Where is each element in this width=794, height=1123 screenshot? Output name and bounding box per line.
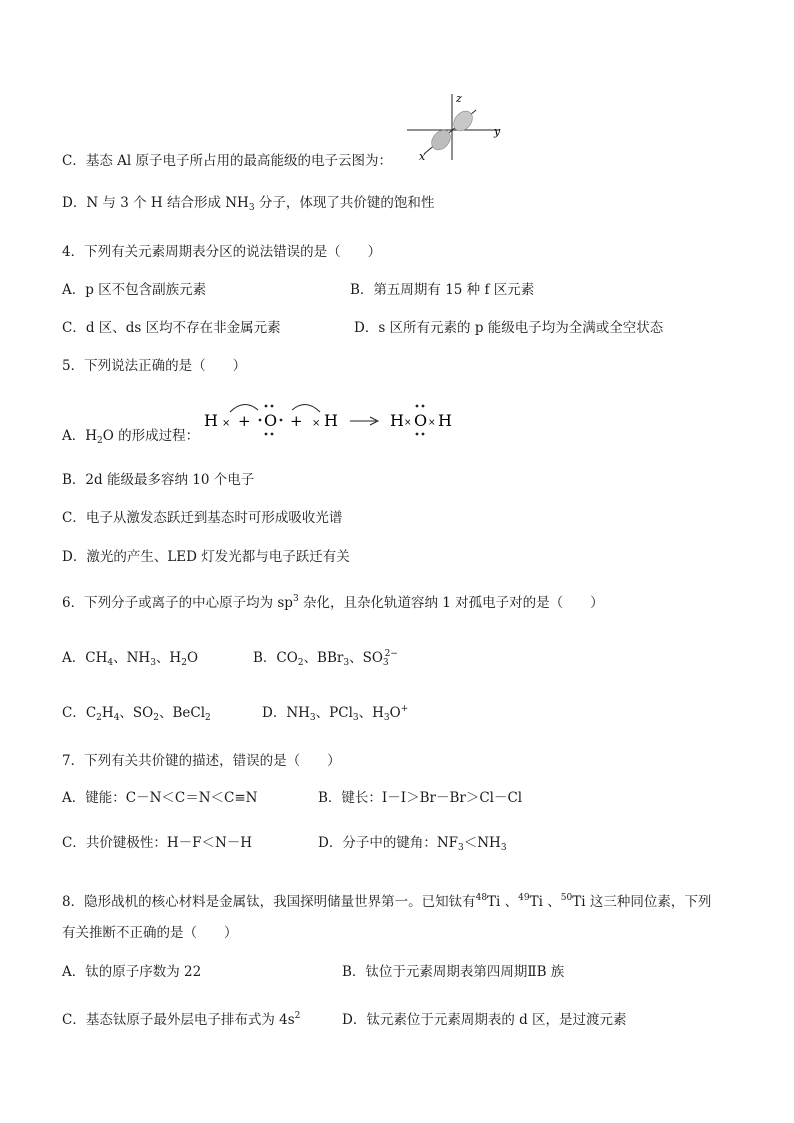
q7-stem: 7．下列有关共价键的描述，错误的是（ ） — [62, 753, 341, 769]
q8-option-c: C．基态钛原子最外层电子排布式为 $4s^2$ — [62, 1011, 301, 1028]
formula-oo: O — [414, 411, 428, 430]
axis-y-label: y — [494, 125, 501, 138]
formula-x1: × — [222, 418, 231, 429]
axis-z-label: z — [456, 92, 462, 105]
q4-option-d: D．s 区所有元素的 p 能级电子均为全满或全空状态 — [354, 320, 664, 336]
q7-option-d: D．分子中的键角：$NF_3<NH_3$ — [318, 835, 507, 853]
electron-cloud-figure — [402, 88, 512, 164]
q7-option-c: C．共价键极性：H－F＜N－H — [62, 835, 253, 851]
q4-stem: 4．下列有关元素周期表分区的说法错误的是（ ） — [62, 244, 382, 260]
formula-o: O — [264, 411, 278, 430]
formula-h2: H — [324, 411, 338, 430]
q8-option-a: A．钛的原子序数为 22 — [62, 964, 202, 980]
formula-hh: H — [438, 411, 452, 430]
formula-h1: H — [204, 411, 218, 430]
q5-stem: 5．下列说法正确的是（ ） — [62, 358, 247, 374]
formula-plus2: + — [290, 412, 303, 430]
q6-option-b: B．$CO_2$、BBr$_3$、$SO_3^{2-}$ — [253, 649, 398, 668]
formula-x2: × — [312, 418, 321, 429]
q5-option-b: B．2d 能级最多容纳 10 个电子 — [62, 472, 255, 488]
q6-stem: 6．下列分子或离子的中心原子均为 $sp^3$ 杂化，且杂化轨道容纳 1 对孤电子对的是（ ） — [62, 594, 604, 611]
q5-option-a: A．$H_2O$ 的形成过程： — [62, 428, 200, 446]
q7-option-b: B．键长：I－I＞Br－Br＞Cl－Cl — [318, 790, 523, 806]
q8-stem-line2: 有关推断不正确的是（ ） — [62, 925, 238, 941]
q6-option-d: D．$NH_3$、PCl$_3$、$H_3O^+$ — [262, 704, 409, 723]
q3-option-c: C．基态 Al 原子电子所占用的最高能级的电子云图为： — [62, 153, 392, 169]
q6-option-c: C．$C_2H_4$、$SO_2$、BeCl$_2$ — [62, 705, 211, 723]
axis-x-label: x — [419, 150, 426, 163]
q4-option-b: B．第五周期有 15 种 f 区元素 — [350, 282, 535, 298]
svg-text:×: × — [428, 418, 436, 428]
q4-option-a: A．p 区不包含副族元素 — [62, 282, 207, 298]
q8-option-d: D．钛元素位于元素周期表的 d 区，是过渡元素 — [342, 1012, 627, 1028]
q4-option-c: C．d 区、ds 区均不存在非金属元素 — [62, 320, 281, 336]
formula-plus1: + — [238, 412, 251, 430]
q5-option-d: D．激光的产生、LED 灯发光都与电子跃迁有关 — [62, 549, 350, 565]
h2o-formation-formula — [200, 396, 470, 442]
q8-option-b: B．钛位于元素周期表第四周期ⅡB 族 — [342, 964, 565, 980]
q6-option-a: A．$CH_4$、$NH_3$、$H_2O$ — [62, 650, 199, 668]
q8-stem-line1: 8．隐形战机的核心材料是金属钛，我国探明储量世界第一。已知钛有$^{48}$Ti 、$^{49}$Ti 、$^{50}$Ti 这三种同位素，下列 — [62, 893, 712, 910]
svg-text:×: × — [404, 418, 412, 428]
q5-option-c: C．电子从激发态跃迁到基态时可形成吸收光谱 — [62, 510, 343, 526]
q7-option-a: A．键能：C－N＜C＝N＜C≡N — [62, 790, 258, 806]
formula-ho: H — [390, 411, 404, 430]
q3-option-d: D．N 与 3 个 H 结合形成 $NH_3$ 分子，体现了共价键的饱和性 — [62, 195, 435, 213]
